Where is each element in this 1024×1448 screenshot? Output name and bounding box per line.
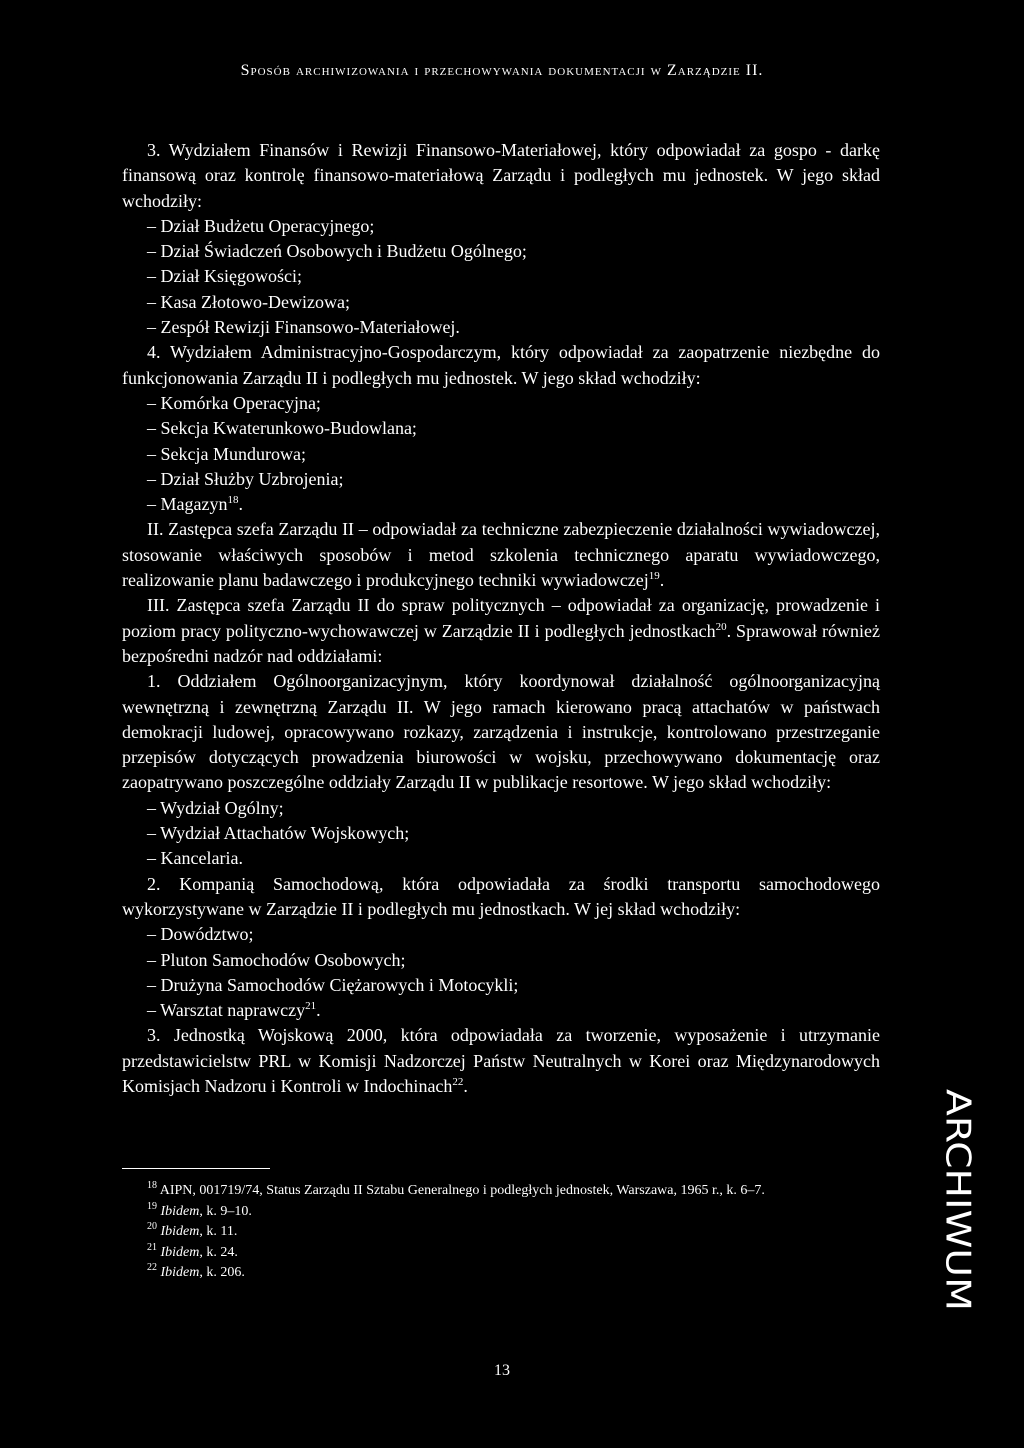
- paragraph-technical-deputy: [122, 517, 880, 593]
- list-item: – Dział Księgowości;: [147, 266, 302, 287]
- footnote-ref-21[interactable]: 21: [305, 1000, 317, 1013]
- list-item: – Dowództwo;: [147, 924, 254, 945]
- list-item: – Zespół Rewizji Finansowo-Materiałowej.: [147, 317, 460, 338]
- list-item: – Dział Świadczeń Osobowych i Budżetu Ogólnego;: [147, 241, 527, 262]
- list-item: – Pluton Samochodów Osobowych;: [147, 949, 406, 970]
- list-item: [122, 998, 880, 1023]
- administrative-department-list: [122, 391, 880, 517]
- footnote-number: 20: [147, 1221, 157, 1233]
- paragraph-text: II. Zastępca szefa Zarządu II – odpowiadał za techniczne zabezpieczenie działalności wywiadowczej, stosowanie właściwych sposobów i metod szkolenia technicznego aparatu wywiadowczego, realizowanie planu badawczego i produkcyjnego techniki wywiadowczej: [122, 519, 880, 591]
- footnote-number: 19: [147, 1200, 157, 1212]
- footnote-ref-22[interactable]: 22: [452, 1075, 464, 1088]
- paragraph-military-unit-2000: [122, 1023, 880, 1099]
- archiwum-logo: [916, 1085, 996, 1315]
- footnote-ibidem: Ibidem: [160, 1203, 200, 1219]
- list-item: – Dział Budżetu Operacyjnego;: [147, 215, 375, 236]
- footnote-number: 18: [147, 1180, 157, 1191]
- footnote-text: , k. 9–10.: [199, 1203, 252, 1219]
- archiwum-logo-graphic: [916, 1085, 996, 1315]
- paragraph-finance-department: 3. Wydziałem Finansów i Rewizji Finansowo-Materiałowej, który odpowiadał za gospo - darkę finansową oraz kontrolę finansowo-materiałową Zarządu i podległych mu jednostek. W jego skład wchodziły:: [122, 140, 880, 211]
- footnote-text: , k. 11.: [199, 1224, 238, 1240]
- punctuation: .: [316, 1000, 321, 1021]
- archiwum-logo-text: ARCHIWUM: [937, 1089, 978, 1282]
- general-organization-unit-list: [122, 796, 880, 872]
- footnote-ref-19[interactable]: 19: [648, 570, 660, 583]
- paragraph-administrative-department: 4. Wydziałem Administracyjno-Gospodarczym, który odpowiadał za zaopatrzenie niezbędne do funkcjonowania Zarządu II i podległych mu jednostek. W jego skład wchodziły:: [122, 342, 880, 388]
- paragraph-general-organization-unit: 1. Oddziałem Ogólnoorganizacyjnym, który koordynował działalność ogólnoorganizacyjną wewnętrzną i zewnętrzną Zarządu II. W jego ramach kierowano pracą attachatów w państwach demokracji ludowej, opracowywano rozkazy, zarządzenia i instrukcje, kontrolowano przestrzeganie przepisów dotyczących prowadzenia biurowości w wojsku, przechowywano dokumentację oraz zaopatrywano poszczególne oddziały Zarządu II w publikacje resortowe. W jego skład wchodziły:: [122, 671, 880, 793]
- paragraph-motor-company: 2. Kompanią Samochodową, która odpowiadała za środki transportu samochodowego wykorzystywane w Zarządzie II i podległych mu jednostkach. W jej skład wchodziły:: [122, 873, 880, 919]
- punctuation: .: [659, 570, 665, 591]
- list-item: [122, 492, 880, 517]
- paragraph-text: III. Zastępca szefa Zarządu II do spraw politycznych – odpowiadał za organizację, prowadzenie i poziom pracy polityczno-wychowawczej w Zarządzie II i podległych jednostkach: [122, 595, 880, 641]
- paragraph-text-continued: . Sprawował również bezpośredni nadzór nad oddziałami:: [122, 620, 880, 666]
- footnotes: [122, 1181, 880, 1284]
- list-item-text: – Magazyn: [147, 494, 228, 515]
- list-item: – Kancelaria.: [147, 848, 243, 869]
- footnote-ibidem: Ibidem: [160, 1265, 200, 1281]
- paragraph-text: 3. Jednostką Wojskową 2000, która odpowiadała za tworzenie, wyposażenie i utrzymanie przedstawicielstw PRL w Komisji Nadzorczej Państw Neutralnych w Korei oraz Międzynarodowych Komisjach Nadzoru i Kontroli w Indochinach: [122, 1025, 880, 1096]
- list-item: – Kasa Złotowo-Dewizowa;: [147, 291, 350, 312]
- footnote-ref-20[interactable]: 20: [715, 620, 727, 633]
- punctuation: .: [238, 494, 243, 515]
- motor-company-list: [122, 922, 880, 1023]
- footnote-19: [122, 1202, 880, 1223]
- footnote-ibidem: Ibidem: [160, 1224, 200, 1240]
- footnote-18: [122, 1181, 880, 1202]
- list-item: – Sekcja Kwaterunkowo-Budowlana;: [147, 418, 417, 439]
- list-item-text: – Warsztat naprawczy: [147, 1000, 306, 1021]
- list-item: – Sekcja Mundurowa;: [147, 443, 306, 464]
- page-number: 13: [494, 1362, 510, 1379]
- running-header: Sposób archiwizowania i przechowywania dokumentacji w Zarządzie II.: [240, 62, 764, 79]
- footnote-text: AIPN, 001719/74, Status Zarządu II Sztabu Generalnego i podległych jednostek, Warszawa, 1965 r., k. 6–7.: [159, 1183, 765, 1198]
- paragraph-political-deputy: [122, 593, 880, 669]
- footnote-separator: [122, 1168, 270, 1169]
- finance-department-list: [122, 214, 880, 340]
- footnote-text: , k. 24.: [199, 1244, 238, 1260]
- footnote-number: 21: [147, 1241, 157, 1253]
- footnote-ibidem: Ibidem: [160, 1244, 200, 1260]
- main-text: [122, 138, 880, 1099]
- list-item: – Komórka Operacyjna;: [147, 392, 321, 413]
- list-item: – Dział Służby Uzbrojenia;: [147, 468, 344, 489]
- footnote-number: 22: [147, 1262, 157, 1274]
- footnote-22: [122, 1263, 880, 1284]
- footnote-20: [122, 1222, 880, 1243]
- list-item: – Drużyna Samochodów Ciężarowych i Motocykli;: [147, 974, 519, 995]
- footnote-text: , k. 206.: [199, 1265, 245, 1281]
- footnote-ref-18[interactable]: 18: [227, 494, 239, 507]
- footnote-21: [122, 1243, 880, 1264]
- list-item: – Wydział Ogólny;: [147, 797, 284, 818]
- list-item: – Wydział Attachatów Wojskowych;: [147, 823, 410, 844]
- punctuation: .: [463, 1075, 468, 1096]
